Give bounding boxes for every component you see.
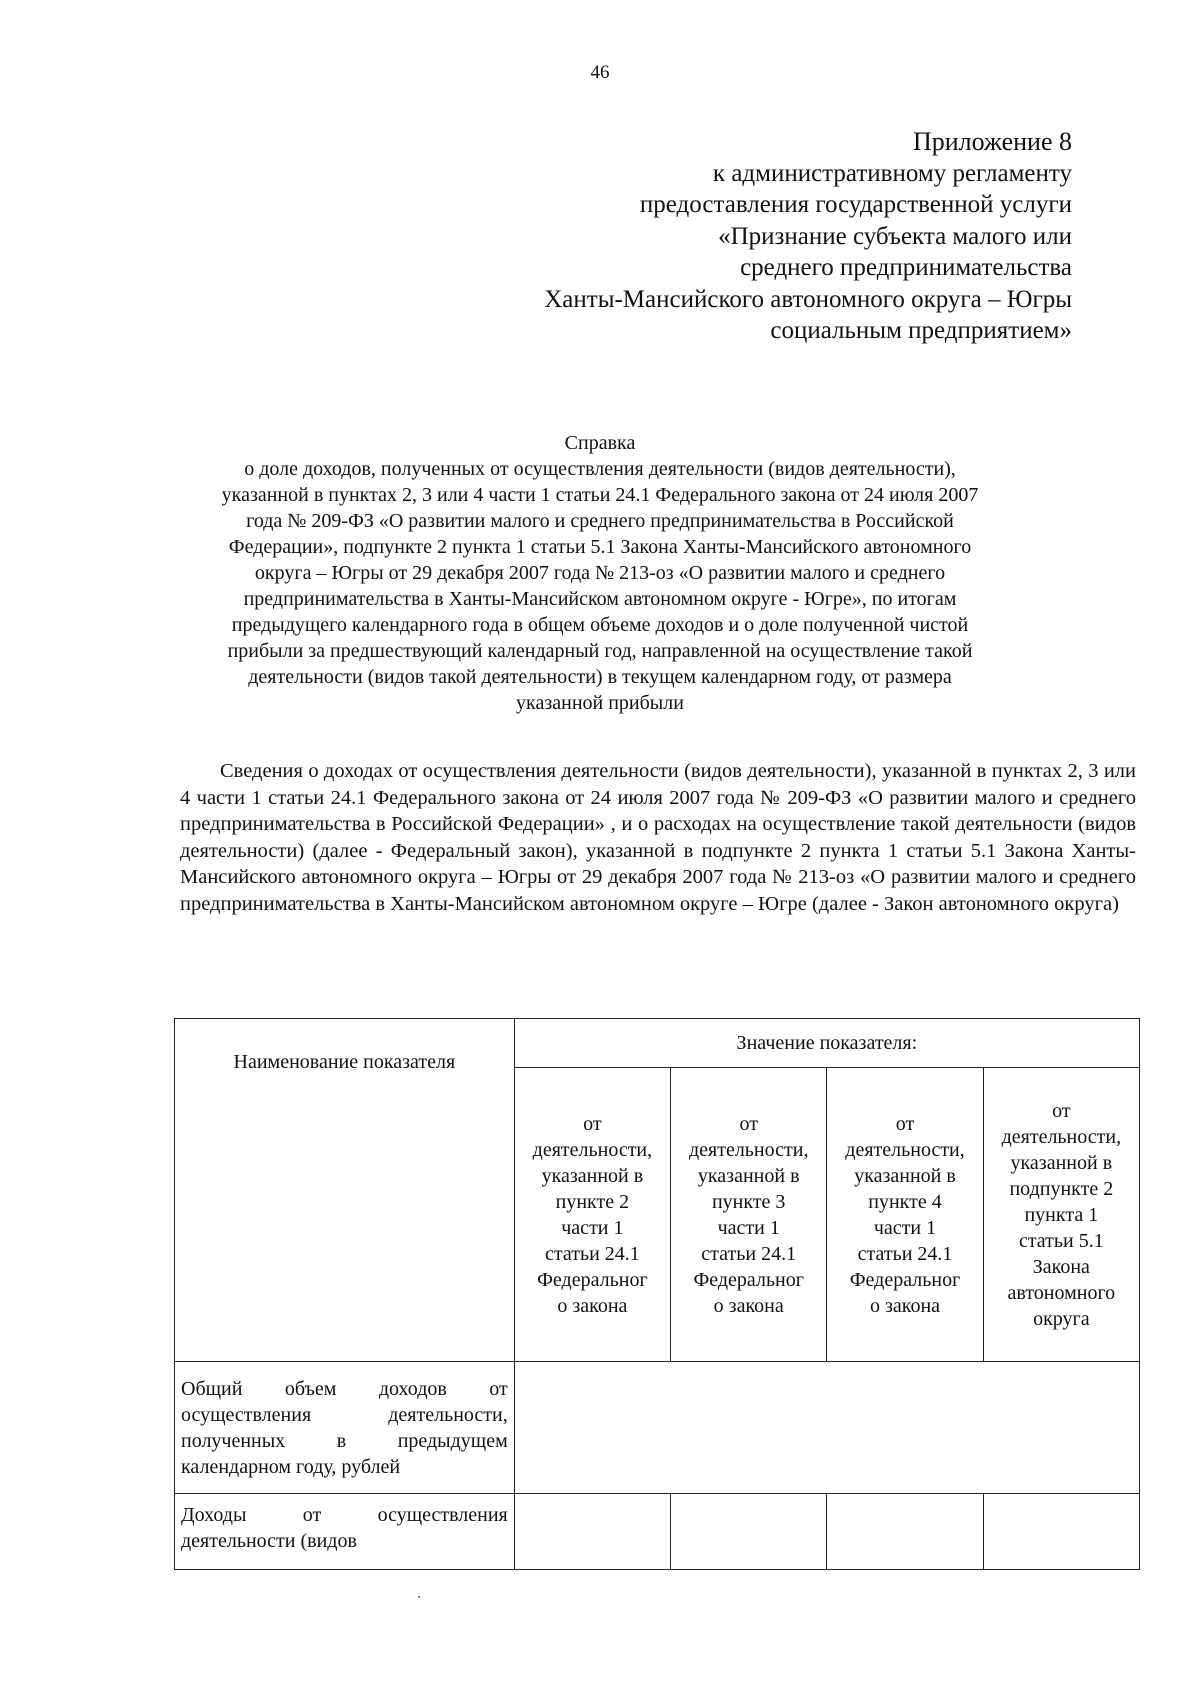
column-header-line: Федеральног	[849, 1268, 961, 1291]
column-header-line: статьи 24.1	[857, 1242, 953, 1265]
column-header-line: указанной в	[541, 1164, 644, 1187]
column-header-line: от	[583, 1112, 602, 1135]
column-header-line: Федеральног	[693, 1268, 804, 1291]
certificate-subtitle-line: указанной в пунктах 2, 3 или 4 части 1 статьи 24.1 Федерального закона от 24 июля 2007	[221, 484, 979, 506]
column-header-line: Закона	[1032, 1255, 1090, 1278]
certificate-subtitle-line: деятельности (видов такой деятельности) в текущем календарном году, от размера	[248, 666, 952, 688]
appendix-line: «Признание субъекта малого или	[718, 222, 1072, 250]
intro-paragraph: Сведения о доходах от осуществления деятельности (видов деятельности), указанной в пунктах 2, 3 или 4 части 1 статьи 24.1 Федерального закона от 24 июля 2007 года № 209-ФЗ «О развитии малого и среднего предпринимательства в Российской Федерации» , и о расходах на осуществление такой деятельности (видов деятельности) (далее - Федеральный закон), указанной в подпункте 2 пункта 1 статьи 5.1 Закона Ханты-Мансийского автономного округа – Югры от 29 декабря 2007 года № 213-оз «О развитии малого и среднего предпринимательства в Ханты-Мансийском автономном округе – Югре (далее - Закон автономного округа)	[180, 760, 1136, 915]
appendix-line: Ханты-Мансийского автономного округа – Югры	[544, 285, 1072, 313]
appendix-line: среднего предпринимательства	[740, 254, 1072, 281]
column-header-line: округа	[1033, 1307, 1090, 1330]
column-header-line: пункта 1	[1024, 1203, 1099, 1226]
certificate-title-block	[185, 430, 1015, 716]
column-header-line: указанной в	[854, 1164, 956, 1187]
column-header-clause-2	[514, 1068, 670, 1362]
appendix-line: предоставления государственной услуги	[639, 191, 1072, 218]
column-header-line: подпункте 2	[1009, 1177, 1114, 1200]
column-header-line: части 1	[561, 1216, 624, 1239]
column-header-line: части 1	[873, 1216, 937, 1239]
appendix-line: к административному регламенту	[712, 159, 1072, 187]
column-header-line: пункте 3	[711, 1190, 786, 1213]
column-header-line: о закона	[869, 1294, 941, 1317]
column-header-clause-4	[827, 1068, 983, 1362]
column-header-line: пункте 4	[868, 1190, 942, 1213]
certificate-subtitle-line: о доле доходов, полученных от осуществления деятельности (видов деятельности),	[244, 458, 956, 480]
column-header-line: статьи 24.1	[544, 1242, 640, 1265]
row-label-total-income: Общий объем доходов от осуществления деятельности, полученных в предыдущем календарном году, рублей	[175, 1362, 515, 1494]
column-header-line: деятельности,	[845, 1138, 965, 1161]
certificate-subtitle-line: прибыли за предшествующий календарный год, направленной на осуществление такой	[227, 640, 973, 662]
column-header-line: указанной в	[697, 1164, 800, 1187]
page-number: 46	[590, 62, 610, 83]
column-header-line: от	[895, 1112, 915, 1135]
certificate-subtitle-line: года № 209-ФЗ «О развитии малого и среднего предпринимательства в Российской	[246, 510, 954, 532]
column-header-line: от	[739, 1112, 758, 1135]
certificate-subtitle-line: Федерации», подпункте 2 пункта 1 статьи 5.1 Закона Ханты-Мансийского автономного	[228, 536, 972, 558]
certificate-subtitle-line: предыдущего календарного года в общем объеме доходов и о доле полученной чистой	[231, 614, 969, 636]
column-header-line: Федеральног	[537, 1268, 648, 1291]
column-header-line: пункте 2	[555, 1190, 630, 1213]
column-header-line: части 1	[717, 1216, 780, 1239]
income-table	[174, 1018, 1140, 1570]
column-header-line: деятельности,	[1001, 1125, 1122, 1148]
column-header-line: деятельности,	[688, 1138, 809, 1161]
value-cell-total-income[interactable]	[514, 1362, 1139, 1494]
value-cell-clause-3[interactable]	[671, 1494, 827, 1570]
indicator-name-header-text: Наименование показателя	[233, 1051, 456, 1073]
column-header-line: автономного	[1007, 1281, 1116, 1304]
value-cell-regional-law[interactable]	[983, 1494, 1139, 1570]
value-cell-clause-2[interactable]	[514, 1494, 670, 1570]
row-label-activity-income: Доходы от осуществления деятельности (видов	[175, 1494, 515, 1570]
column-header-line: деятельности,	[532, 1138, 653, 1161]
certificate-subtitle-line: указанной прибыли	[516, 692, 684, 714]
table-row	[175, 1362, 1140, 1494]
table-row	[175, 1494, 1140, 1570]
column-header-clause-3	[671, 1068, 827, 1362]
certificate-title: Справка	[564, 432, 636, 454]
column-header-line: от	[1052, 1099, 1071, 1122]
appendix-line: социальным предприятием»	[770, 317, 1072, 344]
scan-speck	[418, 1596, 420, 1598]
certificate-subtitle-line: предпринимательства в Ханты-Мансийском автономном округе - Югре», по итогам	[243, 588, 957, 610]
column-header-line: о закона	[713, 1294, 784, 1317]
value-cell-clause-4[interactable]	[827, 1494, 983, 1570]
appendix-header	[372, 126, 1072, 347]
certificate-subtitle-line: округа – Югры от 29 декабря 2007 года № 213-оз «О развитии малого и среднего	[254, 562, 946, 584]
column-header-line: указанной в	[1010, 1151, 1113, 1174]
column-header-line: статьи 24.1	[701, 1242, 797, 1265]
indicator-value-header: Значение показателя:	[514, 1019, 1139, 1068]
column-header-line: статьи 5.1	[1018, 1229, 1104, 1252]
appendix-heading: Приложение 8	[912, 127, 1072, 156]
indicator-name-header	[175, 1019, 515, 1362]
column-header-regional-law	[983, 1068, 1139, 1362]
column-header-line: о закона	[557, 1294, 628, 1317]
